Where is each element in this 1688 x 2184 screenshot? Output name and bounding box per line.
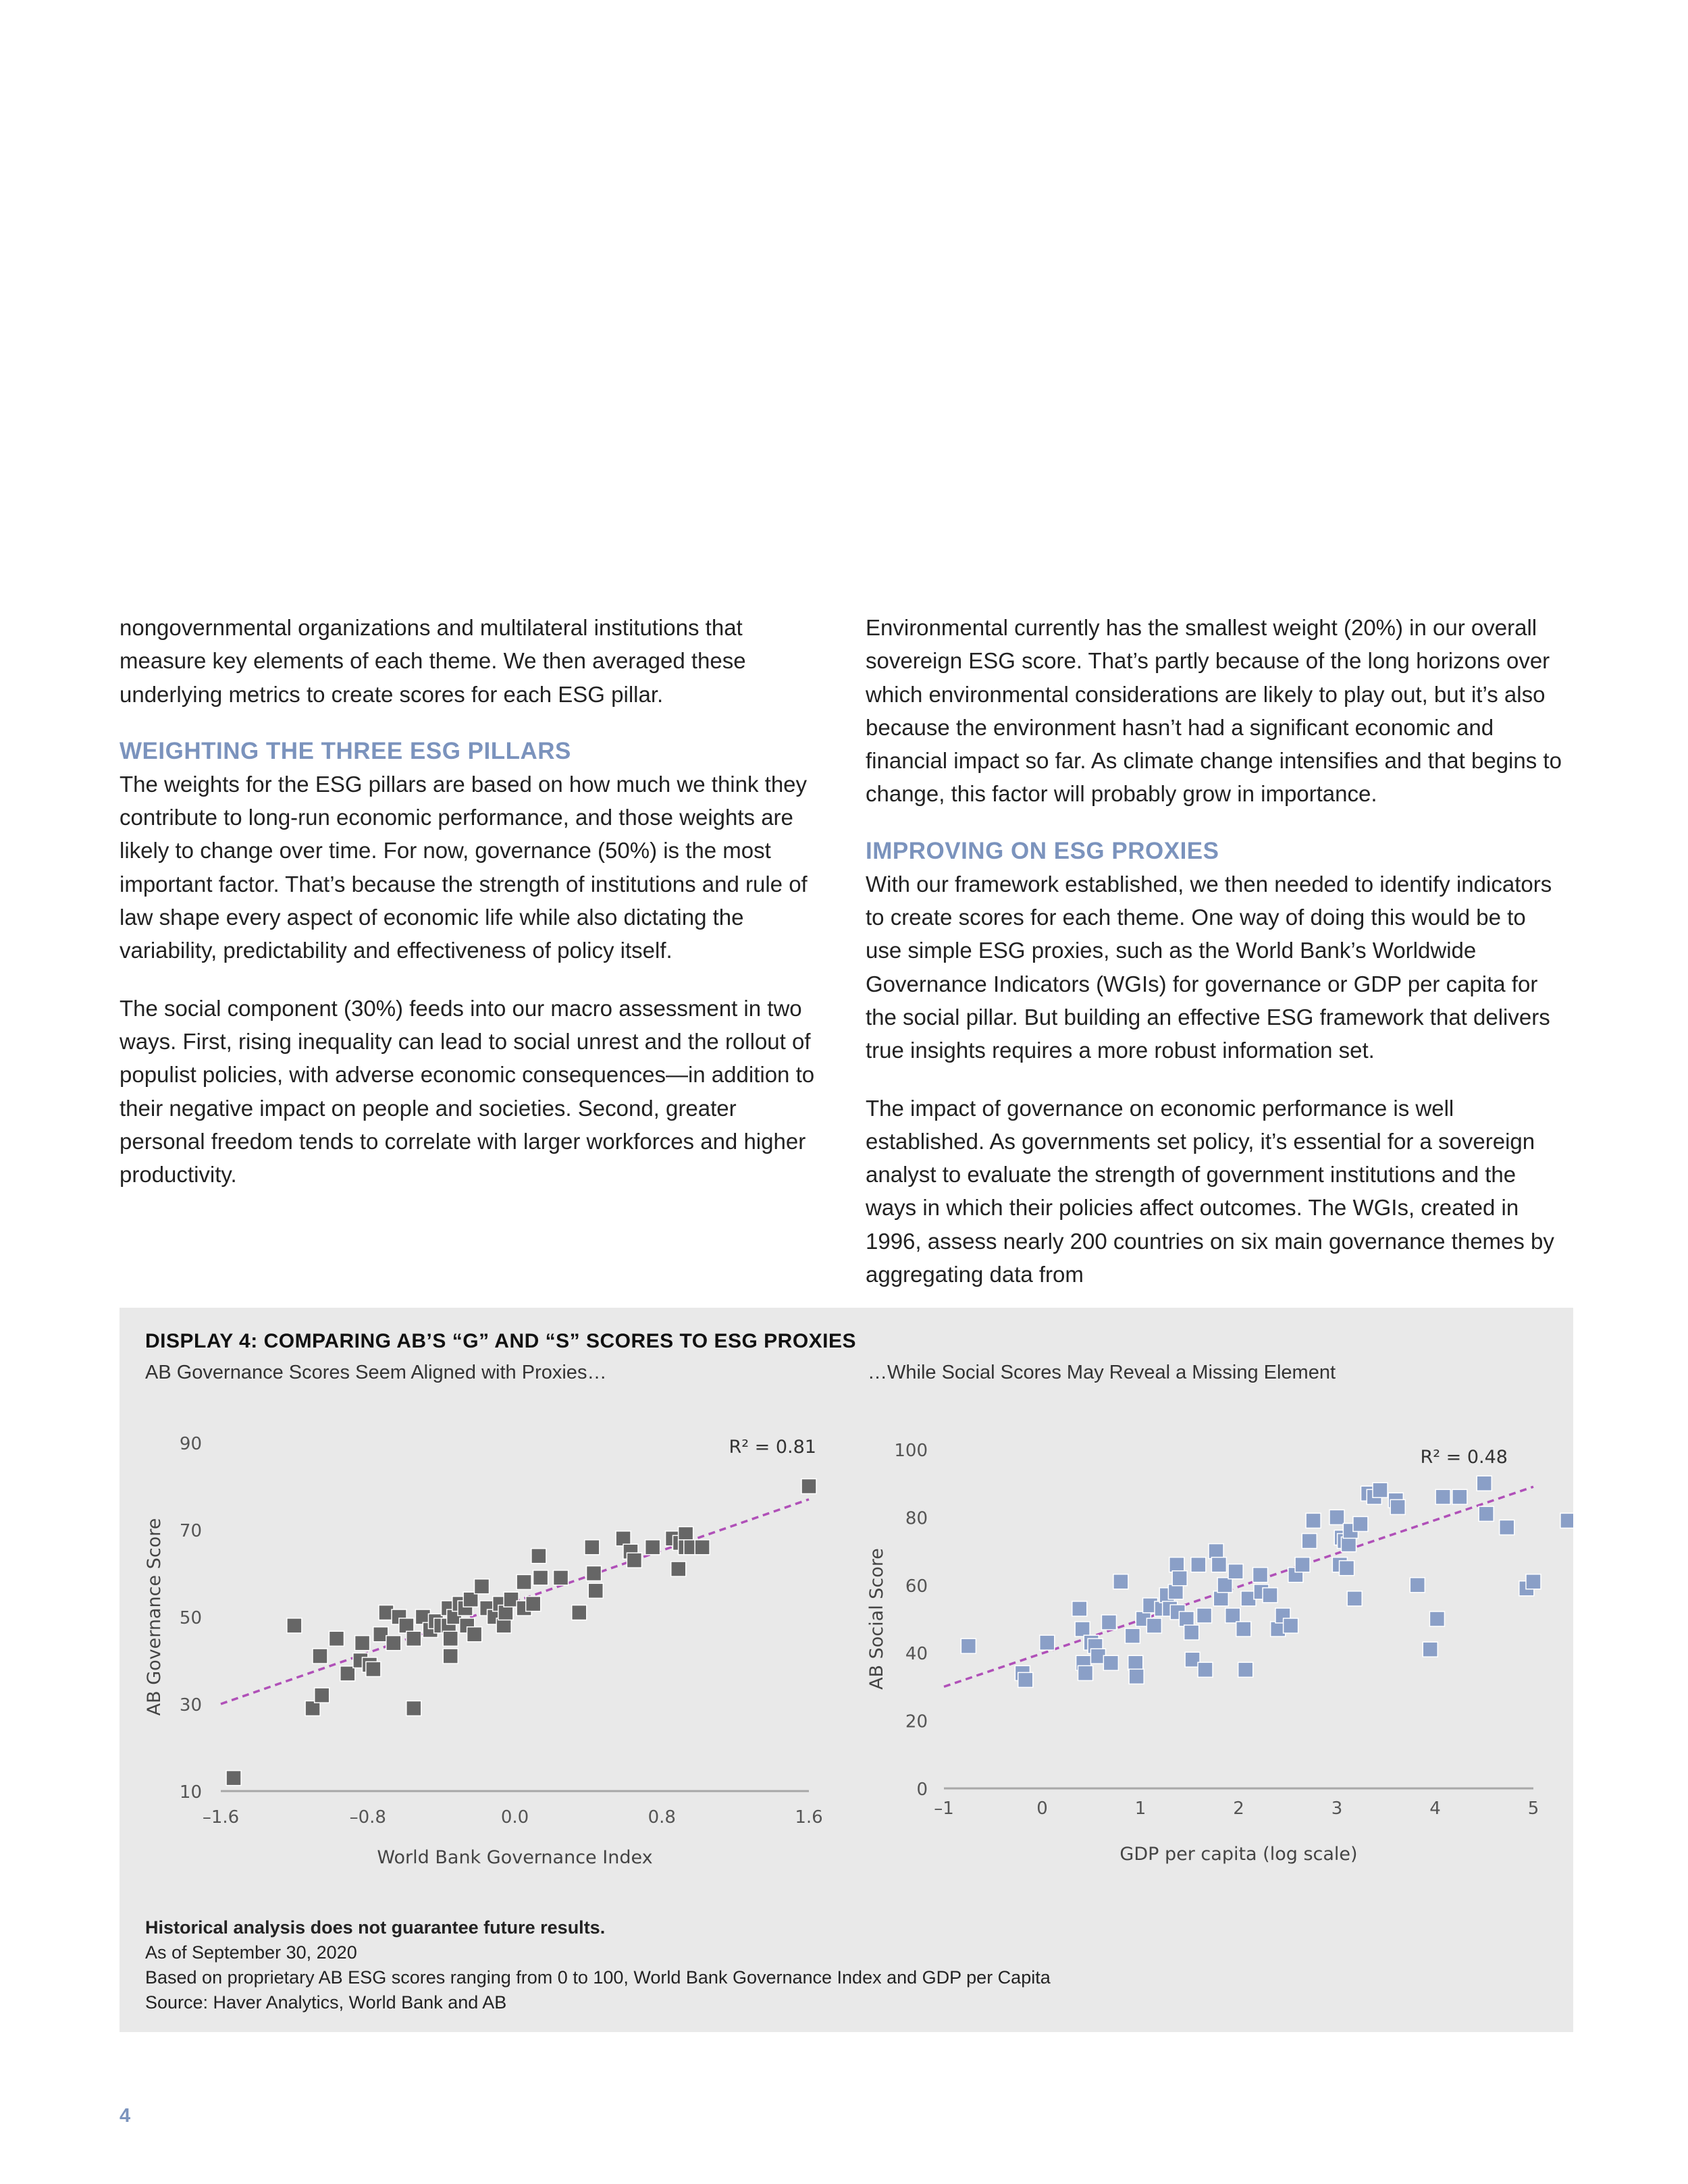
- section-heading-improving: IMPROVING ON ESG PROXIES: [866, 837, 1219, 864]
- social-y-tick-label: 100: [894, 1441, 928, 1461]
- social-data-point: [1168, 1584, 1183, 1599]
- social-data-point: [1128, 1655, 1143, 1670]
- social-data-point: [1477, 1476, 1492, 1491]
- governance-data-point: [587, 1566, 602, 1581]
- social-x-tick-label: 1: [1134, 1799, 1146, 1819]
- social-data-point: [1209, 1544, 1223, 1559]
- social-data-point: [1295, 1557, 1310, 1572]
- governance-data-point: [554, 1570, 569, 1585]
- governance-data-point: [585, 1540, 600, 1555]
- right-paragraph-1: Environmental currently has the smallest weight (20%) in our overall sovereign ESG score. That’s partly because of the long horizons over which environmental considerations are likely to play out, but it’s also because the environment hasn’t had a significant economic and financial impact so far. As climate change intensifies and that begins to change, this factor will probably grow in importance.: [866, 615, 1562, 807]
- page-number: 4: [120, 2105, 131, 2127]
- social-data-point: [1225, 1608, 1240, 1623]
- section-heading-weighting: WEIGHTING THE THREE ESG PILLARS: [120, 737, 571, 764]
- social-data-point: [1479, 1506, 1494, 1521]
- governance-data-point: [588, 1583, 603, 1598]
- social-data-point: [1040, 1635, 1055, 1650]
- right-paragraph-2: With our framework established, we then needed to identify indicators to create scores for each theme. One way of doing this would be to use simple ESG proxies, such as the World Bank’s Worldwide Governance Indicators (WGIs) for governance or GDP per capita for the social pillar. But building an effective ESG framework that delivers true insights requires a more robust information set.: [866, 871, 1552, 1063]
- social-data-point: [1452, 1489, 1467, 1504]
- social-y-tick-label: 60: [905, 1576, 928, 1597]
- social-data-point: [1500, 1520, 1514, 1535]
- social-data-point: [1198, 1662, 1213, 1677]
- social-x-tick-label: 0: [1036, 1799, 1048, 1819]
- social-data-point: [1423, 1642, 1438, 1657]
- left-paragraph-1: nongovernmental organizations and multilateral institutions that measure key elements of each theme. We then averaged these underlying metrics to create scores for each ESG pillar.: [120, 615, 746, 707]
- social-data-point: [1184, 1625, 1199, 1640]
- governance-y-tick-label: 10: [179, 1782, 202, 1803]
- governance-x-tick-label: –1.6: [202, 1807, 240, 1828]
- social-data-point: [1197, 1608, 1212, 1623]
- social-data-point: [1347, 1591, 1362, 1606]
- social-data-point: [1373, 1483, 1388, 1497]
- governance-data-point: [695, 1540, 710, 1555]
- social-x-tick-label: 5: [1527, 1799, 1539, 1819]
- governance-data-point: [443, 1631, 458, 1646]
- governance-data-point: [355, 1636, 370, 1651]
- social-data-point: [1306, 1513, 1321, 1528]
- social-x-tick-label: 4: [1429, 1799, 1441, 1819]
- social-x-tick-label: 3: [1331, 1799, 1343, 1819]
- governance-y-axis-title: AB Governance Score: [144, 1518, 165, 1716]
- social-data-point: [1179, 1612, 1194, 1626]
- right-text-column: [866, 611, 1568, 1315]
- social-x-axis-title: GDP per capita (log scale): [1119, 1844, 1358, 1865]
- governance-data-point: [572, 1605, 587, 1620]
- social-data-point: [1213, 1591, 1228, 1606]
- disclaimer-note: Historical analysis does not guarantee future results.: [145, 1917, 606, 1938]
- governance-data-point: [226, 1771, 241, 1786]
- governance-data-point: [627, 1553, 641, 1568]
- basis-note: Based on proprietary AB ESG scores ranging from 0 to 100, World Bank Governance Index and GDP per Capita: [145, 1967, 1051, 1988]
- governance-data-point: [443, 1649, 458, 1663]
- social-data-point: [1302, 1534, 1317, 1549]
- social-data-point: [1169, 1557, 1184, 1572]
- governance-x-axis-title: World Bank Governance Index: [377, 1847, 653, 1868]
- social-y-axis-title: AB Social Score: [866, 1548, 887, 1690]
- social-r-squared-label: R² = 0.48: [1420, 1447, 1508, 1468]
- governance-data-point: [467, 1627, 482, 1642]
- governance-r-squared-label: R² = 0.81: [729, 1437, 816, 1458]
- social-y-tick-label: 0: [916, 1780, 928, 1800]
- social-trendline: [944, 1487, 1533, 1686]
- date-note: As of September 30, 2020: [145, 1942, 357, 1963]
- display-title: DISPLAY 4: COMPARING AB’S “G” AND “S” SCORES TO ESG PROXIES: [145, 1330, 857, 1352]
- governance-data-point: [366, 1661, 381, 1676]
- social-data-point: [1125, 1628, 1140, 1643]
- social-data-point: [1263, 1588, 1277, 1603]
- social-data-point: [1072, 1601, 1087, 1616]
- social-chart-subtitle: …While Social Scores May Reveal a Missing Element: [868, 1362, 1336, 1383]
- governance-x-tick-label: 1.6: [795, 1807, 823, 1828]
- governance-data-point: [526, 1597, 541, 1612]
- governance-x-tick-label: 0.8: [648, 1807, 676, 1828]
- governance-data-point: [406, 1631, 421, 1646]
- social-data-point: [1284, 1618, 1298, 1633]
- scatter-charts: [120, 1308, 1573, 1909]
- social-x-tick-label: 2: [1233, 1799, 1244, 1819]
- governance-data-point: [287, 1618, 302, 1633]
- governance-chart-subtitle: AB Governance Scores Seem Aligned with Proxies…: [145, 1362, 607, 1383]
- display-notes: [145, 1915, 1051, 2015]
- governance-data-point: [315, 1688, 329, 1703]
- governance-y-tick-label: 90: [179, 1434, 202, 1454]
- left-paragraph-3: The social component (30%) feeds into our macro assessment in two ways. First, rising inequality can lead to social unrest and the rollout of populist policies, with adverse economic consequences—in addition to their negative impact on people and societies. Second, greater personal freedom tends to correlate with larger workforces and higher productivity.: [120, 995, 815, 1188]
- social-data-point: [1340, 1561, 1354, 1576]
- social-x-tick-label: –1: [934, 1799, 954, 1819]
- social-data-point: [1429, 1612, 1444, 1626]
- governance-y-tick-label: 70: [179, 1521, 202, 1541]
- social-data-point: [1103, 1655, 1118, 1670]
- governance-data-point: [645, 1540, 660, 1555]
- social-data-point: [1238, 1662, 1253, 1677]
- social-data-point: [1191, 1557, 1206, 1572]
- social-data-point: [1228, 1564, 1243, 1579]
- social-data-point: [1078, 1666, 1093, 1680]
- social-data-point: [1353, 1516, 1368, 1531]
- social-data-point: [961, 1639, 976, 1653]
- right-paragraph-3: The impact of governance on economic performance is well established. As governments set policy, it’s essential for a sovereign analyst to evaluate the strength of government institutions and the ways in which their policies affect outcomes. The WGIs, created in 1996, assess nearly 200 countries on six main governance themes by aggregating data from: [866, 1095, 1554, 1287]
- social-data-point: [1217, 1578, 1232, 1593]
- left-paragraph-2: The weights for the ESG pillars are based on how much we think they contribute to long-run economic performance, and those weights are likely to change over time. For now, governance (50%) is the most important factor. That’s because the strength of institutions and rule of law shape every aspect of economic life while also dictating the variability, predictability and effectiveness of policy itself.: [120, 771, 808, 963]
- source-note: Source: Haver Analytics, World Bank and AB: [145, 1992, 507, 2013]
- social-y-tick-label: 20: [905, 1711, 928, 1732]
- governance-data-point: [475, 1579, 490, 1594]
- social-data-point: [1329, 1510, 1344, 1524]
- governance-data-point: [313, 1649, 327, 1663]
- social-data-point: [1341, 1537, 1356, 1552]
- governance-data-point: [386, 1636, 401, 1651]
- social-data-point: [1253, 1568, 1268, 1582]
- governance-data-point: [517, 1574, 531, 1589]
- social-data-point: [1211, 1557, 1226, 1572]
- social-data-point: [1390, 1499, 1405, 1514]
- social-data-point: [1435, 1489, 1450, 1504]
- social-data-point: [1410, 1578, 1425, 1593]
- social-y-tick-label: 40: [905, 1644, 928, 1665]
- social-data-point: [1560, 1513, 1573, 1528]
- governance-data-point: [533, 1570, 548, 1585]
- social-data-point: [1172, 1571, 1187, 1586]
- governance-data-point: [531, 1549, 546, 1564]
- governance-x-tick-label: –0.8: [349, 1807, 386, 1828]
- social-data-point: [1018, 1672, 1033, 1687]
- governance-data-point: [801, 1479, 816, 1494]
- display-4-panel: [120, 1308, 1573, 2032]
- governance-data-point: [329, 1631, 344, 1646]
- social-data-point: [1129, 1669, 1144, 1684]
- social-y-tick-label: 80: [905, 1508, 928, 1529]
- governance-data-point: [406, 1701, 421, 1715]
- left-text-column: [120, 611, 822, 1215]
- social-data-point: [1146, 1618, 1161, 1633]
- governance-y-tick-label: 50: [179, 1608, 202, 1628]
- governance-y-tick-label: 30: [179, 1695, 202, 1715]
- social-data-point: [1101, 1615, 1116, 1630]
- social-data-point: [1113, 1574, 1128, 1589]
- governance-data-point: [671, 1562, 686, 1576]
- social-data-point: [1526, 1574, 1541, 1589]
- social-data-point: [1236, 1622, 1251, 1636]
- social-data-point: [1075, 1622, 1090, 1636]
- governance-x-tick-label: 0.0: [500, 1807, 529, 1828]
